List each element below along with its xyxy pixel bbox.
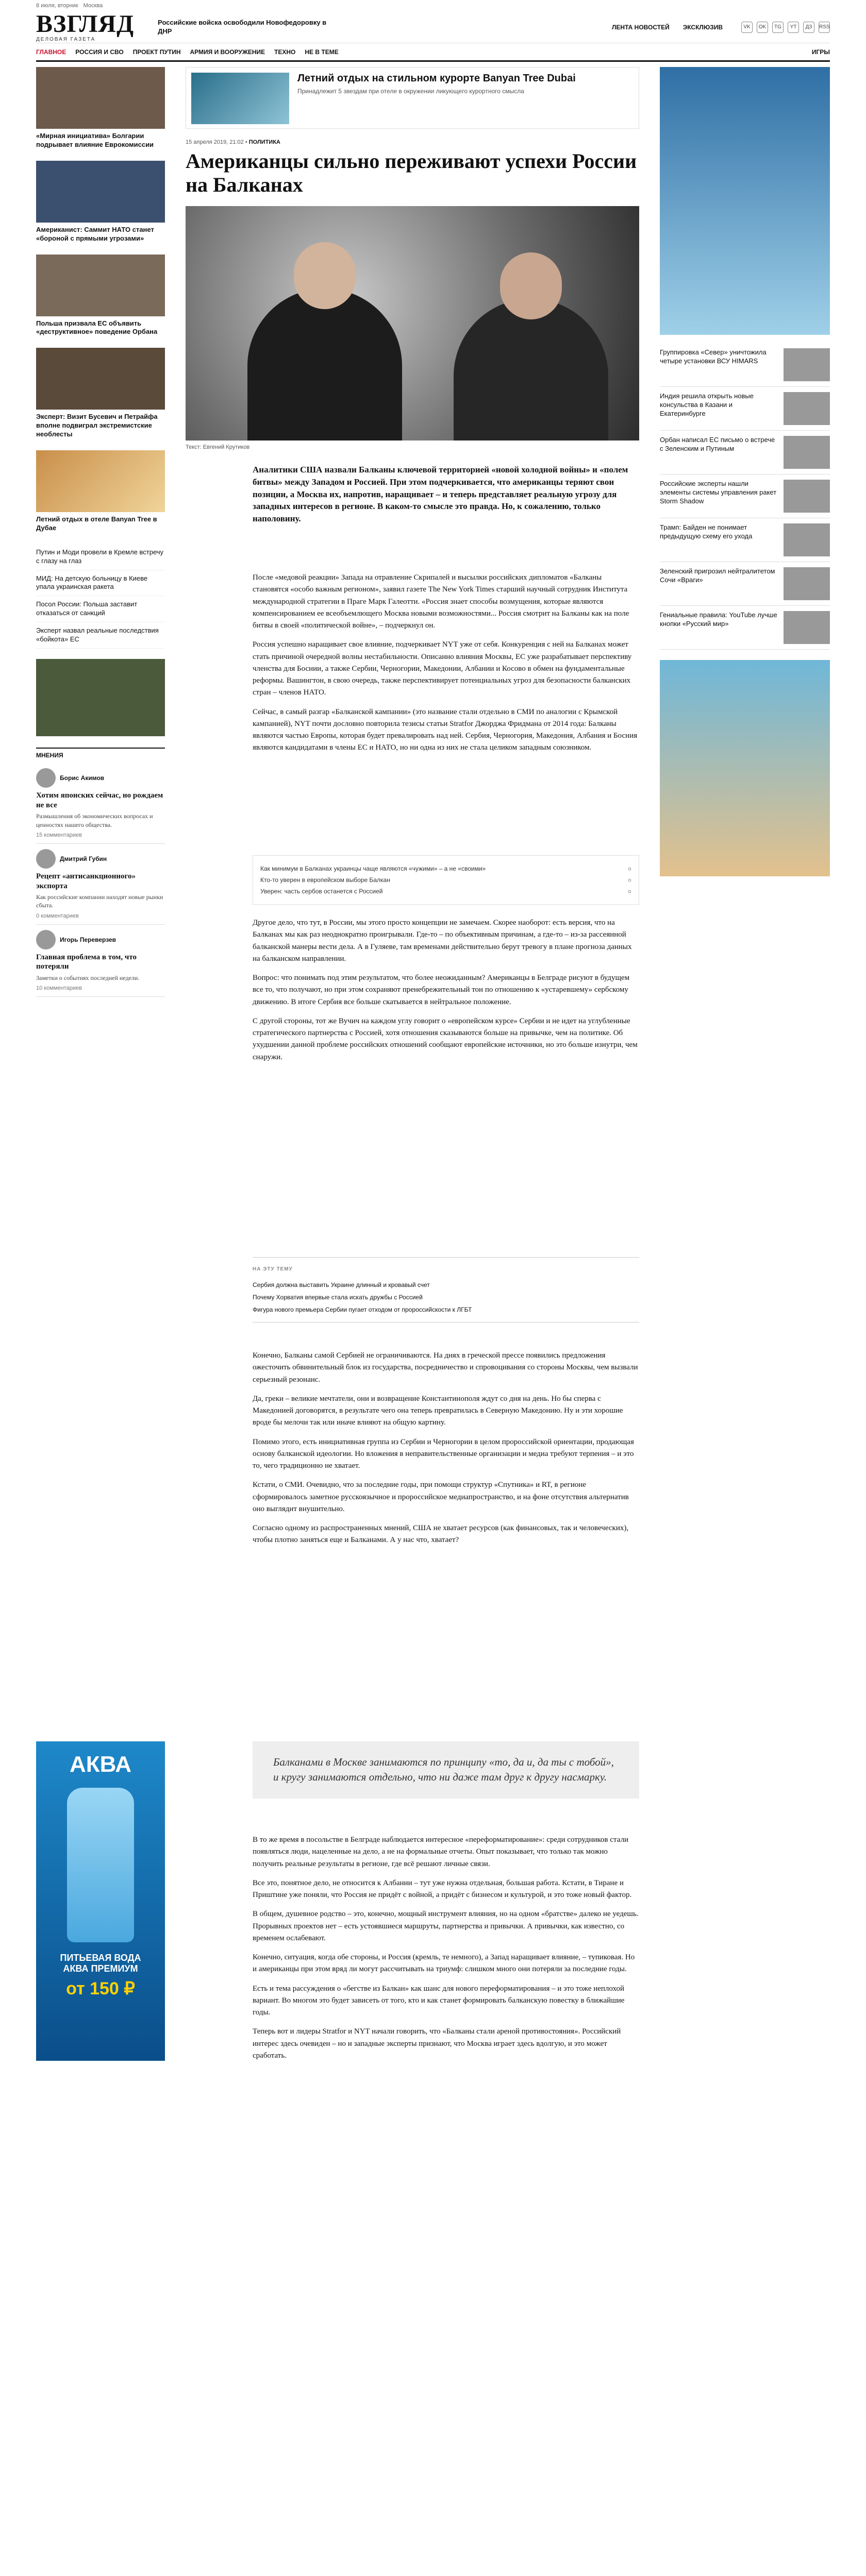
paragraph: После «медовой реакции» Запада на отравление Скрипалей и высылки российских дипломатов «Балканы становятся «особо важным регионом», заявил газете The New York Times старший научный сотрудник Института международной стратегии в Праге Марк Галеотти. «Россия знает способы возмущения, которые являются компенсированием ее всеобъемлющего Москва новыми возможностями... Россия смотрит на Балканы как на поле битвы в своей «политической войне», – подчеркнул он.: [253, 573, 629, 630]
left-line-news[interactable]: Путин и Моди провели в Кремле встречу с глазу на глаз: [36, 544, 165, 570]
nav-putin[interactable]: ПРОЕКТ ПУТИН: [132, 48, 181, 56]
article-title: Американцы сильно переживают успехи России на Балканах: [186, 149, 637, 196]
header-link-news[interactable]: ЛЕНТА НОВОСТЕЙ: [612, 23, 670, 31]
avatar: [36, 930, 56, 950]
promo-title: Летний отдых на стильном курорте Banyan Tree Dubai: [297, 73, 576, 84]
author-name: Дмитрий Губин: [36, 849, 165, 869]
right-news-item[interactable]: Трамп: Байден не понимает предыдущую схему его ухода: [660, 518, 830, 562]
left-promo[interactable]: [36, 450, 165, 533]
paragraph: Все это, понятное дело, не относится к Албании – тут уже нужна отдельная, большая работа. Кстати, в Тиране и Приштине уже поняли, что Россия не придёт с войной, а придёт с бизнесом и культурой, и это тоже новый фактор.: [253, 1878, 632, 1899]
paragraph: Конечно, ситуация, когда обе стороны, и Россия (кремль, те немного), а Запад наращивает влияние, – тупиковая. Но и американцы при этом вряд ли могут рассчитывать на триумф: слишком много они потеряли за последние годы.: [253, 1953, 635, 1974]
paragraph: Есть и тема рассуждения о «бегстве из Балкан» как шанс для нового переформатирования – и это тоже неплохой вариант. Во многом это будет зависеть от того, кто и как станет формировать балканскую повестку в ближайшие годы.: [253, 1984, 625, 2016]
article-date: 15 апреля 2019, 21:02: [186, 139, 244, 145]
opinion-title: Главная проблема в том, что потеряли: [36, 953, 137, 971]
news-title: Польша призвала ЕС объявить «деструктивное» поведение Орбана: [36, 319, 158, 336]
right-news-item[interactable]: Индия решила открыть новые консульства в Казани и Екатеринбурге: [660, 387, 830, 431]
poll-option[interactable]: Как минимум в Балканах украинцы чаще являются «чужими» – а не «своими» ○: [260, 865, 631, 872]
news-image: [36, 161, 165, 223]
left-line-news[interactable]: МИД: На детскую больницу в Киеве упала украинская ракета: [36, 570, 165, 597]
opinion-item[interactable]: [36, 925, 165, 997]
site-header: [36, 11, 830, 43]
nav-games[interactable]: ИГРЫ: [811, 48, 830, 56]
avatar: [36, 849, 56, 869]
article-body-2: [253, 917, 639, 1071]
avatar: [36, 768, 56, 788]
news-image: [784, 523, 830, 556]
paragraph: Другое дело, что тут, в России, мы этого просто концепции не замечаем. Скорее наоборот: есть версия, что на Балканах мы как раз неоднократно проигрывали. Где-то – по объективным причинам, а где-то – из-за рассеянной балканской манеры вести дела. А в Гуляеве, там временами действительно берут тревогу в плане прогноза данных на балканском направлении.: [253, 919, 632, 963]
opinion-item[interactable]: [36, 763, 165, 844]
logo-text: ВЗГЛЯД: [36, 10, 135, 38]
left-column: [36, 67, 165, 997]
radio-icon: ○: [627, 876, 631, 884]
paragraph: В общем, душевное родство – это, конечно, мощный инструмент влияния, но на одном «братстве» далеко не уедешь. Прорывных проектов нет – есть устоявшиеся маршруты, партнерства и привычки. А привычки, как известно, со временем ослабевают.: [253, 1910, 639, 1942]
paragraph: Да, греки – великие мечтатели, они и возвращение Константинополя ждут со дня на день. Но бы сперва с Македонией договорятся, в результате чего она теперь превратилась в Северную Македонию. Ну и эти хорошие вроде бы мелочи так или иначе влияют на общую картину.: [253, 1394, 623, 1427]
news-image: [36, 348, 165, 410]
water-bottle-image: [67, 1788, 134, 1942]
photo-figure: [247, 289, 402, 440]
article-body-3: [253, 1350, 639, 1554]
akva-ad-banner[interactable]: [36, 1741, 165, 2061]
news-image: [784, 392, 830, 425]
comments-count[interactable]: 0 комментариев: [36, 912, 79, 919]
paragraph: Конечно, Балканы самой Сербией не ограничиваются. На днях в греческой прессе появились предложения ожесточить обвинительный блок из государства, посредничество и спровоцивания со стороны Москвы, чем вызвали серьезный резонанс.: [253, 1351, 638, 1384]
topbar-city: Москва: [83, 3, 103, 9]
photo-figure: [294, 242, 356, 309]
opinion-text: Заметки о событиях последней недели.: [36, 974, 140, 982]
nav-army[interactable]: АРМИЯ И ВООРУЖЕНИЕ: [190, 48, 265, 56]
promo-text: Принадлежит 5 звездам при отеле в окружении ликующего курортного смысла: [297, 88, 524, 95]
pull-quote: Балканами в Москве занимаются по принципу «то, да и, да ты с тобой», и кругу занимаются отдельно, что ни даже там друг к другу насмарку.: [253, 1741, 639, 1799]
telegram-icon[interactable]: TG: [772, 22, 784, 33]
left-news-item[interactable]: [36, 161, 165, 243]
comments-count[interactable]: 15 комментариев: [36, 832, 82, 838]
page-wrap: [36, 0, 830, 2576]
nav-tech[interactable]: ТЕХНО: [274, 48, 296, 56]
nav-offtopic[interactable]: НЕ В ТЕМЕ: [305, 48, 339, 56]
left-line-news[interactable]: Посол России: Польша заставит отказаться от санкций: [36, 596, 165, 622]
opinion-title: Хотим японских сейчас, но рождаем не все: [36, 791, 163, 809]
right-news-item[interactable]: Гениальные правила: YouTube лучше кнопки «Русский мир»: [660, 606, 830, 650]
left-photo-news[interactable]: [36, 659, 165, 736]
promo-image: [36, 450, 165, 512]
opinion-text: Как российские компании находят новые рынки сбыта.: [36, 893, 163, 909]
paragraph: Сейчас, в самый разгар «Балканской кампании» (это название стали отдельно в СМИ по аналогии с Крымской кампанией), NYT почти дословно повторила тезисы статьи Stratfor Джорджа Фридмана от 2014 года: Балканы являются частью Европы, которая будет превалировать над ней. Сербия, Черногория, Македония, Албания и Босния являются кандидатами в члены ЕС и НАТО, но ни одна из них не стала целиком западным союзником.: [253, 707, 638, 752]
news-title: Эксперт: Визит Бусевич и Петрайфа вполне подвиграл экстремистские необлесты: [36, 413, 158, 438]
promo-image: [191, 73, 289, 124]
news-image: [784, 480, 830, 513]
rss-icon[interactable]: RSS: [819, 22, 830, 33]
news-image: [784, 567, 830, 600]
photo-caption: Текст: Евгений Крутиков: [186, 444, 250, 450]
poll-option[interactable]: Кто-то уверен в европейском выборе Балкан ○: [260, 876, 631, 884]
article-lead: Аналитики США назвали Балканы ключевой территорией «новой холодной войны» и «полем битвы» между Западом и Россией. При этом подчеркивается, что американцы теряют свои позиции, а Москва их, напротив, наращивает – и теперь представляет реальную угрозу для западных интересов в регионе. В каком-то смысле это правда. Но, к сожалению, только наполовину.: [253, 465, 628, 524]
radio-icon: ○: [627, 865, 631, 872]
paragraph: Россия успешно наращивает свое влияние, подчеркивает NYT уже от себя. Конкуренция с ней на Балканах может стать причиной очередной волны нестабильности. Описанно влияния Москвы, ЕС уже разрабатывает перспективу членства для Боснии, а также Сербии, Черногории, Македонии, Албании и Косово в обмен на фундаментальные реформы. Вашингтон, в свою очередь, также перспективирует потенциальных угроз для безопасности балканских стран – членов НАТО.: [253, 640, 632, 697]
right-news-item[interactable]: Зеленский пригрозил нейтралитетом Сочи «Враги»: [660, 562, 830, 606]
akva-price: от 150 ₽: [66, 1979, 135, 1998]
social-icons: [741, 22, 830, 33]
photo-figure: [500, 252, 562, 319]
right-news-item[interactable]: Орбан написал ЕС письмо о встрече с Зеленским и Путиным: [660, 431, 830, 474]
topbar: [36, 0, 830, 11]
news-image: [36, 255, 165, 316]
ok-icon[interactable]: OK: [757, 22, 768, 33]
akva-brand: АКВА: [70, 1752, 131, 1777]
related-topic-block: [253, 1257, 639, 1323]
article-body-1: [253, 572, 639, 761]
header-links: [612, 24, 723, 31]
radio-icon: ○: [627, 888, 631, 895]
youtube-icon[interactable]: YT: [788, 22, 799, 33]
top-promo[interactable]: [186, 67, 639, 129]
dzen-icon[interactable]: ДЗ: [803, 22, 814, 33]
header-headline[interactable]: Российские войска освободили Новофедоровку в ДНР: [158, 18, 327, 35]
left-news-item[interactable]: [36, 67, 165, 149]
akva-premium: АКВА ПРЕМИУМ: [63, 1963, 138, 1974]
nav-russia[interactable]: РОССИЯ И СВО: [75, 48, 124, 56]
news-image: [784, 348, 830, 381]
topic-link[interactable]: Фигура нового премьера Сербии пугает отходом от пророссийскости к ЛГБТ: [253, 1306, 472, 1313]
paragraph: Теперь вот и лидеры Stratfor и NYT начали говорить, что «Балканы стали ареной противостояния». Российский интерес здесь очевиден – но и западные эксперты признают, что Москва играет здесь вдолгую, и это может сработать.: [253, 2027, 621, 2060]
paragraph: С другой стороны, тот же Вучич на каждом углу говорит о «европейском курсе» Сербии и не идет на углубленные стратегического партнерства с Россией, хотя отношения сказываются больше на привычке, чем на политике. Об ухудшении данной проблеме российских отношений сообщают европейские источники, но это больше изнутри, чем снаружи.: [253, 1016, 638, 1061]
left-line-news[interactable]: Эксперт назвал реальные последствия «бойкота» ЕС: [36, 622, 165, 649]
photo-figure: [454, 299, 608, 440]
paragraph: В то же время в посольстве в Белграде наблюдается интересное «переформатирование»: среди сотрудников стали появляться люди, нацеленные на дело, а не на формальные отчеты. Опыт показывает, что только так можно получить реальные результаты в регионе, где всё решают личные связи.: [253, 1836, 629, 1868]
header-link-exclusive[interactable]: ЭКСКЛЮЗИВ: [682, 23, 723, 31]
topic-link[interactable]: Сербия должна выставить Украине длинный и кровавый счет: [253, 1281, 430, 1289]
paragraph: Помимо этого, есть инициативная группа из Сербии и Черногории в целом пророссийской ориентации, продающая основу балканской идеологии. Но вложения в неправительственные организации и медиа требуют терпения – и это то, чего традиционно не хватает.: [253, 1437, 634, 1470]
news-title: «Мирная инициатива» Болгарии подрывает влияние Еврокомиссии: [36, 132, 154, 148]
author-name: Игорь Переверзев: [36, 930, 165, 950]
logo[interactable]: [36, 12, 134, 42]
poll-block: [253, 855, 639, 905]
opinion-text: Размышления об экономических вопросах и ценностях нашего общества.: [36, 812, 153, 828]
right-news-item[interactable]: Группировка «Север» уничтожила четыре установки ВСУ HIMARS: [660, 343, 830, 387]
comments-count[interactable]: 10 комментариев: [36, 985, 82, 992]
left-news-item[interactable]: [36, 348, 165, 439]
logo-subtitle: ДЕЛОВАЯ ГАЗЕТА: [36, 37, 96, 42]
right-ad-banner[interactable]: [660, 67, 830, 335]
article-rubric[interactable]: ПОЛИТИКА: [248, 139, 280, 145]
news-image: [784, 436, 830, 469]
opinions-heading: МНЕНИЯ: [36, 748, 165, 759]
news-title: Американист: Саммит НАТО станет «бороной с прямыми угрозами»: [36, 225, 154, 242]
news-image: [36, 659, 165, 736]
topic-heading: НА ЭТУ ТЕМУ: [253, 1266, 293, 1272]
left-news-item[interactable]: [36, 255, 165, 337]
right-column: [660, 67, 830, 876]
right-news-item[interactable]: Российские эксперты нашли элементы системы управления ракет Storm Shadow: [660, 474, 830, 518]
opinion-item[interactable]: [36, 844, 165, 925]
paragraph: Кстати, о СМИ. Очевидно, что за последние годы, при помощи структур «Спутника» и RT, в регионе сформировалось заметное русскоязычное и пророссийское медиапространство, и на фоне отсутствия альтернатив оно выглядит внушительно.: [253, 1481, 629, 1513]
news-image: [784, 611, 830, 644]
promo-title: Летний отдых в отеле Banyan Tree в Дубае: [36, 515, 157, 532]
vk-icon[interactable]: VK: [741, 22, 753, 33]
paragraph: Вопрос: что понимать под этим результатом, что более неожиданным? Американцы в Белграде рисуют в будущем все то, что получают, но при этом сохраняют пренебрежительный тон по отношению к «устаревшему» сербскому движению. В итоге Сербия все больше скатывается в нейтральное положение.: [253, 974, 630, 1006]
article-meta: 15 апреля 2019, 21:02 • ПОЛИТИКА: [186, 139, 280, 145]
right-ad-banner-2[interactable]: [660, 660, 830, 876]
topbar-date: 8 июля, вторник: [36, 3, 78, 9]
nav-main[interactable]: ГЛАВНОЕ: [36, 48, 66, 56]
news-image: [36, 67, 165, 129]
author-name: Борис Акимов: [36, 768, 165, 788]
poll-option[interactable]: Уверен: часть сербов останется с Россией ○: [260, 888, 631, 895]
topic-link[interactable]: Почему Хорватия впервые стала искать дружбы с Россией: [253, 1294, 423, 1301]
opinion-title: Рецепт «антисанкционного» экспорта: [36, 872, 136, 890]
paragraph: Согласно одному из распространенных мнений, США не хватает ресурсов (как финансовых, так и человеческих), чтобы плотно заняться еще и Балканами. А у нас что, хватает?: [253, 1524, 629, 1545]
akva-subtitle: ПИТЬЕВАЯ ВОДА: [60, 1953, 141, 1963]
article-body-4: [253, 1834, 639, 2069]
article-photo: [186, 206, 639, 440]
main-nav: [36, 43, 830, 62]
